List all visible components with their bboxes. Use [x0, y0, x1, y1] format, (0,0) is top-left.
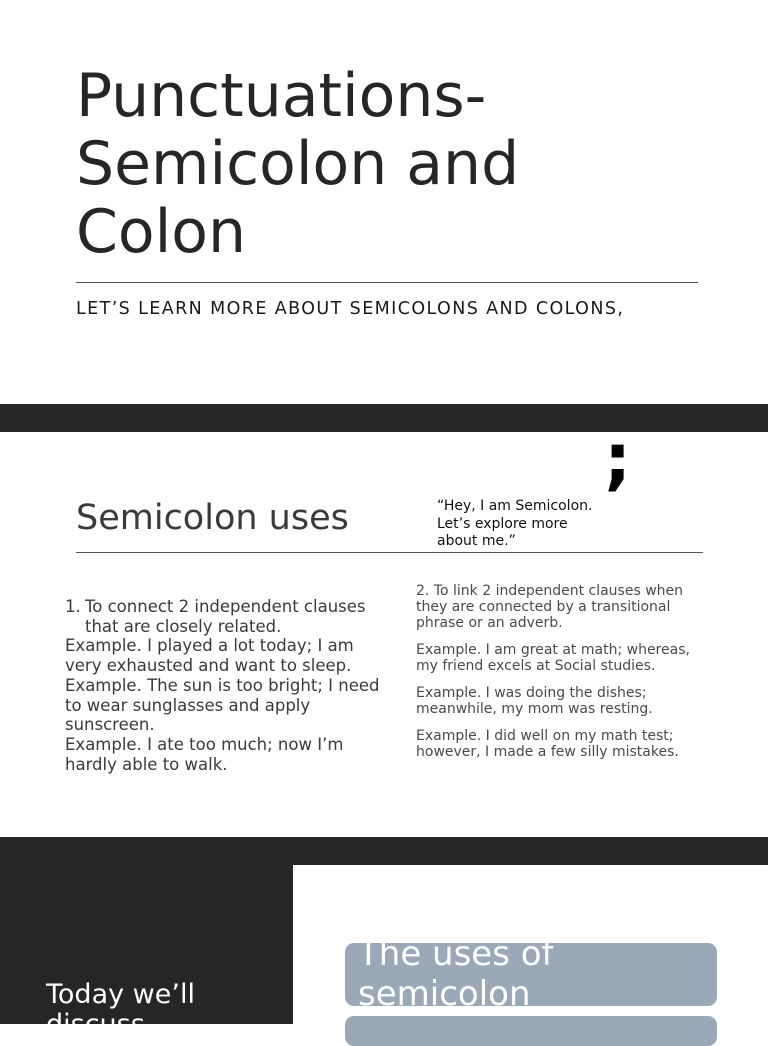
- example-text: Example. I am great at math; whereas, my friend excels at Social studies.: [416, 641, 690, 674]
- example-text: Example. I did well on my math test; however, I made a few silly mistakes.: [416, 728, 679, 760]
- example-text: Example. The sun is too bright; I need to wear sunglasses and apply sunscreen.: [65, 675, 380, 735]
- slide-title: [76, 62, 716, 266]
- heading-divider: [76, 552, 703, 553]
- title-line-3: Colon: [76, 197, 247, 267]
- use-one-block: [65, 597, 383, 774]
- use-two-block: [416, 584, 716, 772]
- use-one-text: To connect 2 independent clauses that are closely related.: [85, 597, 366, 636]
- section-heading: Semicolon uses: [76, 498, 349, 538]
- agenda-heading: Today we’ll discuss: [46, 979, 195, 1040]
- example-text: Example. I played a lot today; I am very exhausted and want to sleep.: [65, 636, 354, 676]
- title-divider: [76, 282, 698, 283]
- title-line-2: Semicolon and: [76, 129, 520, 199]
- use-one-item: [65, 597, 383, 636]
- example-text: Example. I ate too much; now I’m hardly able to walk.: [65, 734, 344, 774]
- semicolon-quote: “Hey, I am Semicolon. Let’s explore more about me.”: [437, 498, 593, 549]
- slide-separator: [0, 404, 768, 432]
- use-two-text: 2. To link 2 independent clauses when they are connected by a transitional phrase or an adverb.: [416, 583, 684, 631]
- agenda-item-label: The uses of semicolon: [358, 934, 554, 1014]
- example-text: Example. I was doing the dishes; meanwhile, my mom was resting.: [416, 684, 653, 717]
- slide-subtitle: LET’S LEARN MORE ABOUT SEMICOLONS AND COLONS,: [76, 299, 625, 319]
- title-line-1: Punctuations-: [76, 61, 487, 131]
- list-number: 1.: [65, 597, 81, 616]
- semicolon-glyph: ;: [604, 420, 632, 499]
- agenda-item: [345, 1016, 717, 1046]
- slide-separator: [0, 837, 768, 865]
